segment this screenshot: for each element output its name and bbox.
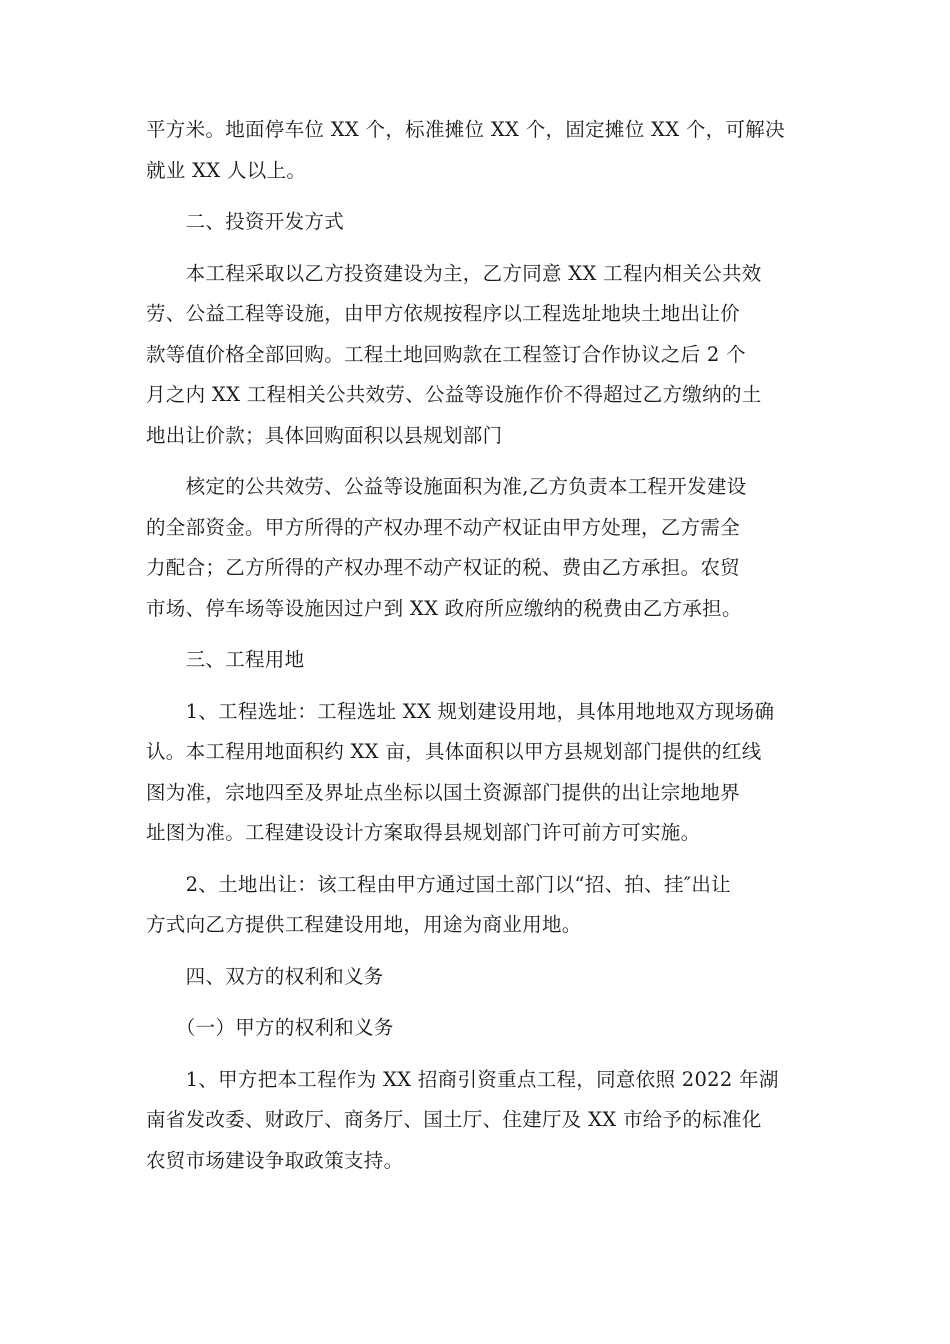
text-line: 方式向乙方提供工程建设用地，用途为商业用地。 — [146, 913, 582, 936]
paragraph-party-a-duty-1 — [146, 1060, 806, 1182]
text-line: 南省发改委、财政厅、商务厅、国土厅、住建厅及 XX 市给予的标准化 — [146, 1108, 762, 1131]
text-line: 址图为准。工程建设设计方案取得县规划部门许可前方可实施。 — [146, 821, 701, 844]
text-line: 劳、公益工程等设施，由甲方依规按程序以工程选址地块土地出让价 — [146, 302, 741, 325]
text-line: 就业 XX 人以上。 — [146, 158, 307, 182]
text-line: 农贸市场建设争取政策支持。 — [146, 1148, 404, 1172]
document-page — [146, 110, 806, 1181]
text-line: 月之内 XX 工程相关公共效劳、公益等设施作价不得超过乙方缴纳的土 — [146, 383, 762, 406]
text-line: 力配合；乙方所得的产权办理不动产权证的税、费由乙方承担。农贸 — [146, 556, 741, 579]
paragraph-investment-method — [146, 254, 806, 457]
heading-text: （一）甲方的权利和义务 — [146, 1016, 394, 1039]
heading-text: 二、投资开发方式 — [146, 210, 345, 233]
paragraph-continuation — [146, 110, 806, 191]
paragraph-land-transfer — [146, 865, 806, 946]
text-line: 1、甲方把本工程作为 XX 招商引资重点工程，同意依照 2022 年湖 — [146, 1067, 779, 1091]
section-heading-land-use — [146, 640, 806, 681]
text-line: 款等值价格全部回购。工程土地回购款在工程签订合作协议之后 2 个 — [146, 342, 746, 366]
heading-text: 四、双方的权利和义务 — [146, 964, 384, 988]
text-line: 核定的公共效劳、公益等设施面积为准,乙方负责本工程开发建设 — [146, 475, 747, 498]
text-line: 地出让价款；具体回购面积以县规划部门 — [146, 423, 503, 447]
text-line: 本工程采取以乙方投资建设为主，乙方同意 XX 工程内相关公共效 — [146, 261, 762, 285]
paragraph-area-approval — [146, 467, 806, 629]
subsection-heading-party-a — [146, 1008, 806, 1049]
heading-text: 三、工程用地 — [146, 648, 305, 671]
section-heading-investment — [146, 202, 806, 243]
text-line: 1、工程选址：工程选址 XX 规划建设用地，具体用地地双方现场确 — [146, 699, 775, 723]
text-line: 图为准，宗地四至及界址点坐标以国土资源部门提供的出让宗地地界 — [146, 780, 741, 804]
text-line: 认。本工程用地面积约 XX 亩，具体面积以甲方县规划部门提供的红线 — [146, 740, 762, 763]
paragraph-site-selection — [146, 692, 806, 854]
text-line: 平方米。地面停车位 XX 个，标准摊位 XX 个，固定摊位 XX 个，可解决 — [146, 118, 785, 141]
text-line: 的全部资金。甲方所得的产权办理不动产权证由甲方处理，乙方需全 — [146, 515, 741, 539]
text-line: 市场、停车场等设施因过户到 XX 政府所应缴纳的税费由乙方承担。 — [146, 596, 742, 620]
text-line: 2、土地出让：该工程由甲方通过国土部门以“招、拍、挂″出让 — [146, 872, 731, 896]
section-heading-rights — [146, 957, 806, 998]
